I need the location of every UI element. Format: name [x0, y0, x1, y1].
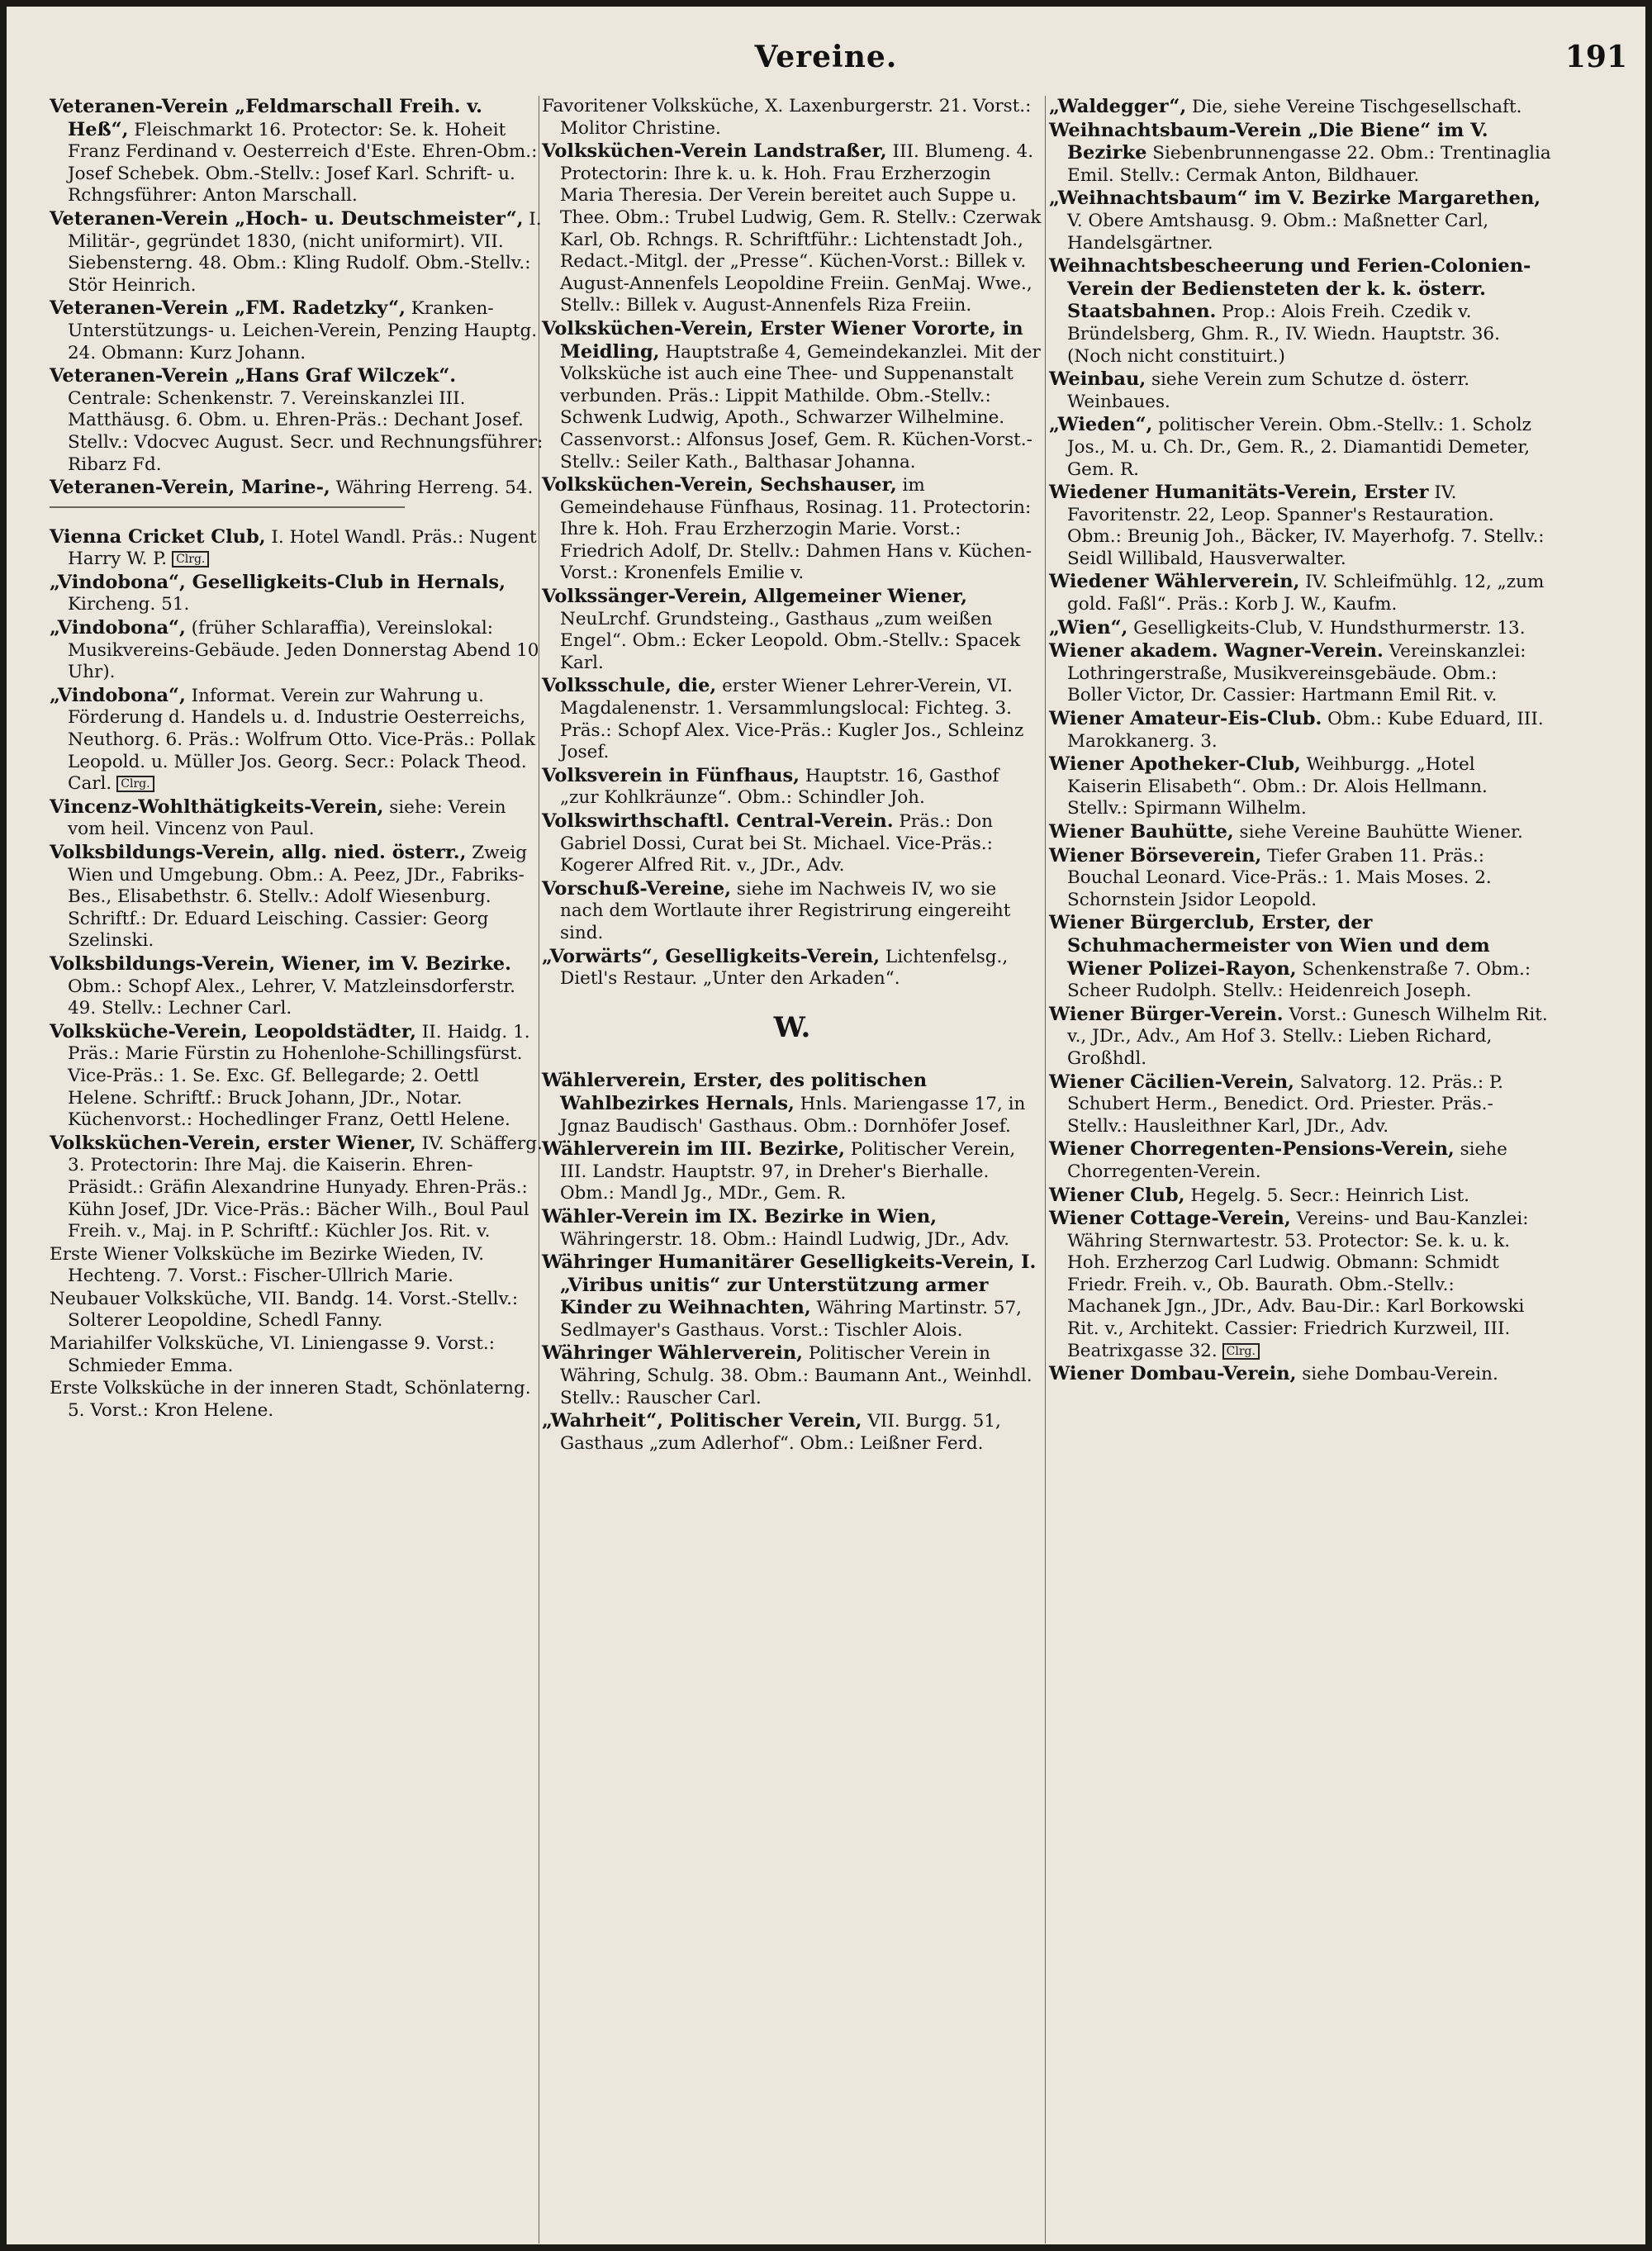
entry-body: Währingerstr. 18. Obm.: Haindl Ludwig, JDr., Adv.: [560, 1228, 1009, 1250]
entry-heading: Wiener Club,: [1049, 1184, 1185, 1206]
entry-body: Geselligkeits-Club, V. Hundsthurmerstr. 13.: [1127, 617, 1526, 639]
entry-heading: Wiener Chorregenten-Pensions-Verein,: [1049, 1138, 1455, 1161]
section-letter: W.: [773, 1010, 811, 1044]
entry-body: Informat. Verein zur Wahrung u. Förderung d. Handels u. d. Industrie Oesterreichs, Neuthorg. 6. Präs.: Wolfrum Otto. Vice-Präs.: Pollak Leopold. u. Müller Jos. Georg. Secr.: Polack Theod. Carl.: [68, 685, 535, 795]
entry-body: Tiefer Graben 11. Präs.: Bouchal Leonard. Vice-Präs.: 1. Mais Moses. 2. Schornstein Jsidor Leopold.: [1067, 845, 1492, 910]
directory-entry: [1049, 1138, 1553, 1183]
entry-heading: Veteranen-Verein „Hans Graf Wilczek“.: [50, 365, 457, 387]
entry-body: Vereinskanzlei: Lothringerstraße, Musikvereinsgebäude. Obm.: Boller Victor, Dr. Cassier: Hartmann Emil Rit. v.: [1067, 641, 1526, 706]
directory-entry: [50, 1333, 545, 1377]
entry-body: III. Blumeng. 4. Protectorin: Ihre k. u. k. Hoh. Frau Erzherzogin Maria Theresia. Der Verein bereitet auch Suppe u. Thee. Obm.: Trubel Ludwig, Gem. R. Stellv.: Czerwak Karl, Ob. Rchngs. R. Schriftführ.: Lichtenstadt Joh., Redact.-Mitgl. der „Presse“. Küchen-Vorst.: Billek v. August-Annenfels Leopoldine Freiin. GenMaj. Wwe., Stellv.: Billek v. August-Annenfels Riza Freiin.: [560, 141, 1042, 316]
entry-body: Die, siehe Vereine Tischgesellschaft.: [1186, 97, 1522, 117]
directory-entry: [542, 474, 1042, 585]
entry-heading: Wählerverein, Erster, des politischen Wahlbezirkes Hernals,: [542, 1070, 928, 1114]
entry-body: Erste Wiener Volksküche im Bezirke Wieden, IV. Hechteng. 7. Vorst.: Fischer-Ullrich Marie.: [50, 1243, 485, 1287]
section-separator: [50, 506, 405, 508]
entry-body: siehe Vereine Bauhütte Wiener.: [1233, 822, 1523, 843]
directory-entry: [1049, 414, 1553, 481]
directory-entry: [542, 946, 1042, 990]
directory-entry: [542, 1251, 1042, 1342]
directory-entry: [50, 208, 545, 297]
entry-heading: Wiener Dombau-Verein,: [1049, 1363, 1297, 1385]
directory-entry: [542, 765, 1042, 810]
entry-heading: Währinger Humanitärer Geselligkeits-Verein, I. „Viribus unitis“ zur Unterstützung armer Kinder zu Weihnachten,: [542, 1251, 1037, 1319]
entry-body: Neubauer Volksküche, VII. Bandg. 14. Vorst.-Stellv.: Solterer Leopoldine, Schedl Fanny.: [50, 1288, 519, 1332]
entry-heading: Wiener Bauhütte,: [1049, 821, 1234, 843]
entry-heading: Wiener Apotheker-Club,: [1049, 753, 1301, 776]
clrg-badge: Clrg.: [1222, 1343, 1260, 1360]
entry-body: erster Wiener Lehrer-Verein, VI. Magdalenenstr. 1. Versammlungslocal: Fichteg. 3. Präs.: Schopf Alex. Vice-Präs.: Kugler Jos., Schleinz Josef.: [560, 676, 1024, 763]
entry-heading: Volkssänger-Verein, Allgemeiner Wiener,: [542, 586, 967, 608]
directory-entry: [542, 96, 1042, 140]
entry-body: Lichtenfelsg., Dietl's Restaur. „Unter den Arkaden“.: [560, 946, 1009, 990]
entry-heading: „Wieden“,: [1049, 414, 1153, 436]
entry-heading: Veteranen-Verein „FM. Radetzky“,: [50, 297, 406, 320]
entry-heading: Volksküchen-Verein, Sechshauser,: [542, 474, 897, 496]
entry-heading: Vorschuß-Vereine,: [542, 877, 732, 900]
entry-heading: Volksverein in Fünfhaus,: [542, 764, 800, 786]
entry-heading: Wiedener Wählerverein,: [1049, 571, 1300, 593]
directory-entry: [50, 796, 545, 841]
directory-entry: [50, 1021, 545, 1132]
directory-entry: [542, 1410, 1042, 1455]
directory-entry: [542, 675, 1042, 763]
entry-body: siehe Verein zum Schutze d. österr. Weinbaues.: [1067, 369, 1470, 412]
entry-heading: Vienna Cricket Club,: [50, 525, 266, 548]
entry-heading: Weihnachtsbaum-Verein „Die Biene“ im V. Bezirke: [1049, 119, 1488, 164]
entry-body: Währing Herreng. 54.: [330, 477, 534, 499]
entry-body: Mariahilfer Volksküche, VI. Liniengasse 9. Vorst.: Schmieder Emma.: [50, 1333, 496, 1376]
directory-entry: [542, 318, 1042, 473]
entry-body: politischer Verein. Obm.-Stellv.: 1. Scholz Jos., M. u. Ch. Dr., Gem. R., 2. Diamantidi Demeter, Gem. R.: [1067, 415, 1531, 480]
page-header: [7, 40, 1645, 89]
directory-entry: [50, 953, 545, 1020]
entry-body: Hegelg. 5. Secr.: Heinrich List.: [1184, 1185, 1469, 1206]
entry-heading: Veteranen-Verein „Hoch- u. Deutschmeister“,: [50, 207, 524, 230]
entry-body: Prop.: Alois Freih. Czedik v. Bründelsberg, Ghm. R., IV. Wiedn. Hauptstr. 36. (Noch nicht constituirt.): [1067, 302, 1500, 367]
directory-entry: [1049, 255, 1553, 368]
entry-heading: Veteranen-Verein, Marine-,: [50, 477, 330, 499]
entry-body: Salvatorg. 12. Präs.: P. Schubert Herm., Benedict. Ord. Priester. Präs.-Stellv.: Hausleithner Karl, JDr., Adv.: [1067, 1071, 1503, 1137]
clrg-badge: Clrg.: [116, 776, 154, 792]
entry-heading: Volksbildungs-Verein, allg. nied. österr.,: [50, 842, 467, 863]
entry-body: Erste Volksküche in der inneren Stadt, Schönlaterng. 5. Vorst.: Kron Helene.: [50, 1378, 531, 1421]
entry-heading: Vincenz-Wohlthätigkeits-Verein,: [50, 795, 384, 818]
directory-entry: [1049, 821, 1553, 844]
entry-body: Weihburgg. „Hotel Kaiserin Elisabeth“. Obm.: Dr. Alois Hellmann. Stellv.: Spirmann Wilhelm.: [1067, 754, 1488, 819]
entry-heading: Volksküchen-Verein Landstraßer,: [542, 140, 887, 163]
page-number: 191: [1564, 40, 1627, 74]
directory-entry: [1049, 640, 1553, 707]
directory-entry: [542, 1138, 1042, 1205]
directory-entry: [542, 1206, 1042, 1251]
entry-body: IV. Schleifmühlg. 12, „zum gold. Faßl“. Präs.: Korb J. W., Kaufm.: [1067, 572, 1545, 615]
directory-entry: [1049, 571, 1553, 615]
directory-entry: [542, 140, 1042, 317]
directory-page: [7, 7, 1645, 2244]
entry-heading: Wählerverein im III. Bezirke,: [542, 1138, 845, 1161]
directory-entry: [1049, 482, 1553, 570]
entry-heading: Volksküchen-Verein, Erster Wiener Vororte, in Meidling,: [542, 317, 1023, 363]
directory-entry: [50, 842, 545, 952]
entry-body: Zweig Wien und Umgebung. Obm.: A. Peez, JDr., Fabriks-Bes., Elisabethstr. 6. Stellv.: Adolf Wiesenburg. Schriftf.: Dr. Eduard Leisching. Cassier: Georg Szelinski.: [68, 843, 527, 952]
entry-heading: „Vindobona“,: [50, 617, 186, 639]
entry-body: siehe: Verein vom heil. Vincenz von Paul.: [68, 796, 506, 840]
directory-entry: [50, 297, 545, 364]
entry-heading: Wiedener Humanitäts-Verein, Erster: [1049, 482, 1429, 504]
entry-body: Favoritener Volksküche, X. Laxenburgerstr. 21. Vorst.: Molitor Christine.: [542, 96, 1032, 139]
directory-entry: [50, 617, 545, 684]
directory-entry: [1049, 912, 1553, 1002]
entry-heading: Volksküchen-Verein, erster Wiener,: [50, 1132, 416, 1154]
entry-body: Vereins- und Bau-Kanzlei: Währing Sternwartestr. 53. Protector: Se. k. u. k. Hoh. Erzherzog Carl Ludwig. Obmann: Schmidt Friedr. Freih. v., Ob. Baurath. Obm.-Stellv.: Machanek Jgn., JDr., Adv. Bau-Dir.: Karl Borkowski Rit. v., Architekt. Cassier: Friedrich Kurzweil, III. Beatrixgasse 32.: [1067, 1209, 1529, 1361]
entry-body: Schenkenstraße 7. Obm.: Scheer Rudolph. Stellv.: Heidenreich Joseph.: [1067, 958, 1531, 1002]
directory-entry: [1049, 1071, 1553, 1138]
directory-entry: [1049, 753, 1553, 820]
entry-body: Währing Martinstr. 57, Sedlmayer's Gasthaus. Vorst.: Tischler Alois.: [560, 1298, 1022, 1341]
entry-heading: „Wahrheit“, Politischer Verein,: [542, 1410, 862, 1432]
column-1: [50, 96, 545, 1422]
directory-entry: [1049, 845, 1553, 912]
entry-body: Obm.: Schopf Alex., Lehrer, V. Matzleinsdorferstr. 49. Stellv.: Lechner Carl.: [68, 976, 515, 1019]
entry-body: Hauptstraße 4, Gemeindekanzlei. Mit der Volksküche ist auch eine Thee- und Suppenanstalt verbunden. Präs.: Lippit Mathilde. Obm.-Stellv.: Schwenk Ludwig, Apoth., Schwarzer Wilhelmine. Cassenvorst.: Alfonsus Josef, Gem. R. Küchen-Vorst.-Stellv.: Seiler Kath., Balthasar Johanna.: [560, 341, 1041, 473]
entry-heading: Veteranen-Verein „Feldmarschall Freih. v. Heß“,: [50, 96, 482, 140]
entry-body: (früher Schlaraffia), Vereinslokal: Musikvereins-Gebäude. Jeden Donnerstag Abend 10 Uhr).: [68, 618, 539, 683]
directory-entry: [50, 1289, 545, 1332]
entry-body: I. Hotel Wandl. Präs.: Nugent Harry W. P.: [68, 526, 537, 570]
directory-entry: [50, 1244, 545, 1288]
directory-entry: [542, 586, 1042, 674]
entry-heading: Volksküche-Verein, Leopoldstädter,: [50, 1020, 416, 1042]
entry-body: Centrale: Schenkenstr. 7. Vereinskanzlei III. Matthäusg. 6. Obm. u. Ehren-Präs.: Dechant Josef. Stellv.: Vdocvec August. Secr. und Rechnungsführer: Ribarz Fd.: [68, 387, 544, 475]
directory-entry: [1049, 1208, 1553, 1362]
entry-heading: Wiener Cottage-Verein,: [1049, 1208, 1291, 1230]
entry-body: I. Militär-, gegründet 1830, (nicht uniformirt). VII. Siebensterng. 48. Obm.: Kling Rudolf. Obm.-Stellv.: Stör Heinrich.: [68, 208, 542, 296]
directory-entry: [1049, 617, 1553, 640]
entry-body: Kranken-Unterstützungs- u. Leichen-Verein, Penzing Hauptg. 24. Obmann: Kurz Johann.: [68, 298, 538, 363]
entry-body: II. Haidg. 1. Präs.: Marie Fürstin zu Hohenlohe-Schillingsfürst. Vice-Präs.: 1. Se. Exc. Gf. Bellegarde; 2. Oettl Helene. Schriftf.: Bruck Johann, JDr., Notar. Küchenvorst.: Hochedlinger Franz, Oettl Helene.: [68, 1021, 530, 1131]
entry-heading: Wiener Bürger-Verein.: [1049, 1003, 1284, 1025]
entry-body: Politischer Verein, III. Landstr. Hauptstr. 97, in Dreher's Bierhalle. Obm.: Mandl Jg., MDr., Gem. R.: [560, 1139, 1016, 1204]
entry-heading: Wiener Cäcilien-Verein,: [1049, 1071, 1294, 1093]
directory-entry: [1049, 1004, 1553, 1071]
directory-entry: [50, 365, 545, 476]
column-2: [542, 96, 1042, 1456]
entry-body: siehe Dombau-Verein.: [1296, 1364, 1498, 1385]
entry-body: siehe Chorregenten-Verein.: [1067, 1139, 1507, 1182]
entry-body: IV. Schäfferg. 3. Protectorin: Ihre Maj. die Kaiserin. Ehren-Präsidt.: Gräfin Alexandrine Hunyady. Ehren-Präs.: Kühn Josef, JDr. Vice-Präs.: Bächer Wilh., Boul Paul Freih. v., Maj. in P. Schriftf.: Küchler Jos. Rit. v.: [68, 1133, 543, 1242]
directory-entry: [542, 1070, 1042, 1137]
entry-body: im Gemeindehause Fünfhaus, Rosinag. 11. Protectorin: Ihre k. Hoh. Frau Erzherzogin Marie. Vorst.: Friedrich Adolf, Dr. Stellv.: Dahmen Hans v. Küchen-Vorst.: Kronenfels Emilie v.: [560, 475, 1032, 584]
directory-entry: [542, 1342, 1042, 1409]
page-title: Vereine.: [754, 40, 898, 74]
entry-body: Vorst.: Gunesch Wilhelm Rit. v., JDr., Adv., Am Hof 3. Stellv.: Lieben Richard, Großhdl.: [1067, 1004, 1548, 1069]
directory-entry: [1049, 188, 1553, 254]
directory-entry: [1049, 1363, 1553, 1386]
directory-entry: [542, 878, 1042, 945]
directory-entry: [50, 1133, 545, 1243]
clrg-badge: Clrg.: [172, 551, 209, 567]
entry-body: Fleischmarkt 16. Protector: Se. k. Hoheit Franz Ferdinand v. Oesterreich d'Este. Ehren-Obm.: Josef Schebek. Obm.-Stellv.: Josef Karl. Schrift- u. Rchngsführer: Anton Marschall.: [68, 119, 538, 207]
entry-heading: Weihnachtsbescheerung und Ferien-Colonien-Verein der Bediensteten der k. k. österr. Staatsbahnen.: [1049, 255, 1531, 323]
directory-entry: [50, 572, 545, 616]
directory-entry: [50, 96, 545, 207]
entry-heading: Währinger Wählerverein,: [542, 1342, 804, 1365]
directory-entry: [50, 477, 545, 500]
entry-body: siehe im Nachweis IV, wo sie nach dem Wortlaute ihrer Registrirung eingereiht sind.: [560, 878, 1011, 943]
entry-heading: „Wien“,: [1049, 616, 1128, 639]
entry-heading: Volksschule, die,: [542, 675, 717, 697]
entry-heading: „Waldegger“,: [1049, 96, 1187, 117]
entry-heading: „Vindobona“, Geselligkeits-Club in Hernals,: [50, 571, 506, 593]
entry-body: Siebenbrunnengasse 22. Obm.: Trentinaglia Emil. Stellv.: Cermak Anton, Bildhauer.: [1067, 143, 1551, 186]
entry-body: VII. Burgg. 51, Gasthaus „zum Adlerhof“. Obm.: Leißner Ferd.: [560, 1411, 1001, 1454]
column-divider: [1045, 96, 1046, 2244]
directory-entry: [50, 685, 545, 795]
entry-heading: Wiener Bürgerclub, Erster, der Schuhmachermeister von Wien und dem Wiener Polizei-Rayon,: [1049, 912, 1490, 980]
entry-heading: Wähler-Verein im IX. Bezirke in Wien,: [542, 1205, 938, 1228]
directory-entry: [542, 810, 1042, 877]
entry-body: Politischer Verein in Währing, Schulg. 38. Obm.: Baumann Ant., Weinhdl. Stellv.: Rauscher Carl.: [560, 1343, 1032, 1408]
entry-body: IV. Favoritenstr. 22, Leop. Spanner's Restauration. Obm.: Breunig Joh., Bäcker, IV. Mayerhofg. 7. Stellv.: Seidl Willibald, Hausverwalter.: [1067, 482, 1545, 569]
entry-body: Hnls. Mariengasse 17, in Jgnaz Baudisch' Gasthaus. Obm.: Dornhöfer Josef.: [560, 1093, 1026, 1137]
entry-heading: Wiener Amateur-Eis-Club.: [1049, 708, 1322, 730]
entry-heading: Volksbildungs-Verein, Wiener, im V. Bezirke.: [50, 952, 511, 975]
entry-body: Hauptstr. 16, Gasthof „zur Kohlkräunze“. Obm.: Schindler Joh.: [560, 765, 999, 809]
entry-heading: Volkswirthschaftl. Central-Verein.: [542, 810, 894, 832]
entry-heading: „Weihnachtsbaum“ im V. Bezirke Margarethen,: [1049, 188, 1541, 210]
entry-body: Obm.: Kube Eduard, III. Marokkanerg. 3.: [1067, 709, 1544, 752]
entry-heading: Weinbau,: [1049, 368, 1146, 391]
directory-entry: [50, 526, 545, 571]
entry-body: Präs.: Don Gabriel Dossi, Curat bei St. Michael. Vice-Präs.: Kogerer Alfred Rit. v., JDr., Adv.: [560, 811, 993, 876]
entry-body: V. Obere Amtshausg. 9. Obm.: Maßnetter Carl, Handelsgärtner.: [1067, 210, 1489, 254]
directory-entry: [1049, 96, 1553, 119]
entry-heading: Wiener Börseverein,: [1049, 844, 1262, 867]
directory-entry: [1049, 708, 1553, 753]
entry-body: NeuLrchf. Grundsteing., Gasthaus „zum weißen Engel“. Obm.: Ecker Leopold. Obm.-Stellv.: Spacek Karl.: [560, 608, 1021, 673]
column-3: [1049, 96, 1553, 1387]
directory-entry: [50, 1378, 545, 1422]
entry-heading: „Vindobona“,: [50, 684, 186, 706]
directory-entry: [1049, 120, 1553, 188]
entry-body: Kircheng. 51.: [68, 594, 190, 615]
directory-entry: [1049, 1185, 1553, 1208]
entry-heading: „Vorwärts“, Geselligkeits-Verein,: [542, 945, 881, 967]
entry-heading: Wiener akadem. Wagner-Verein.: [1049, 640, 1384, 662]
directory-entry: [1049, 368, 1553, 413]
